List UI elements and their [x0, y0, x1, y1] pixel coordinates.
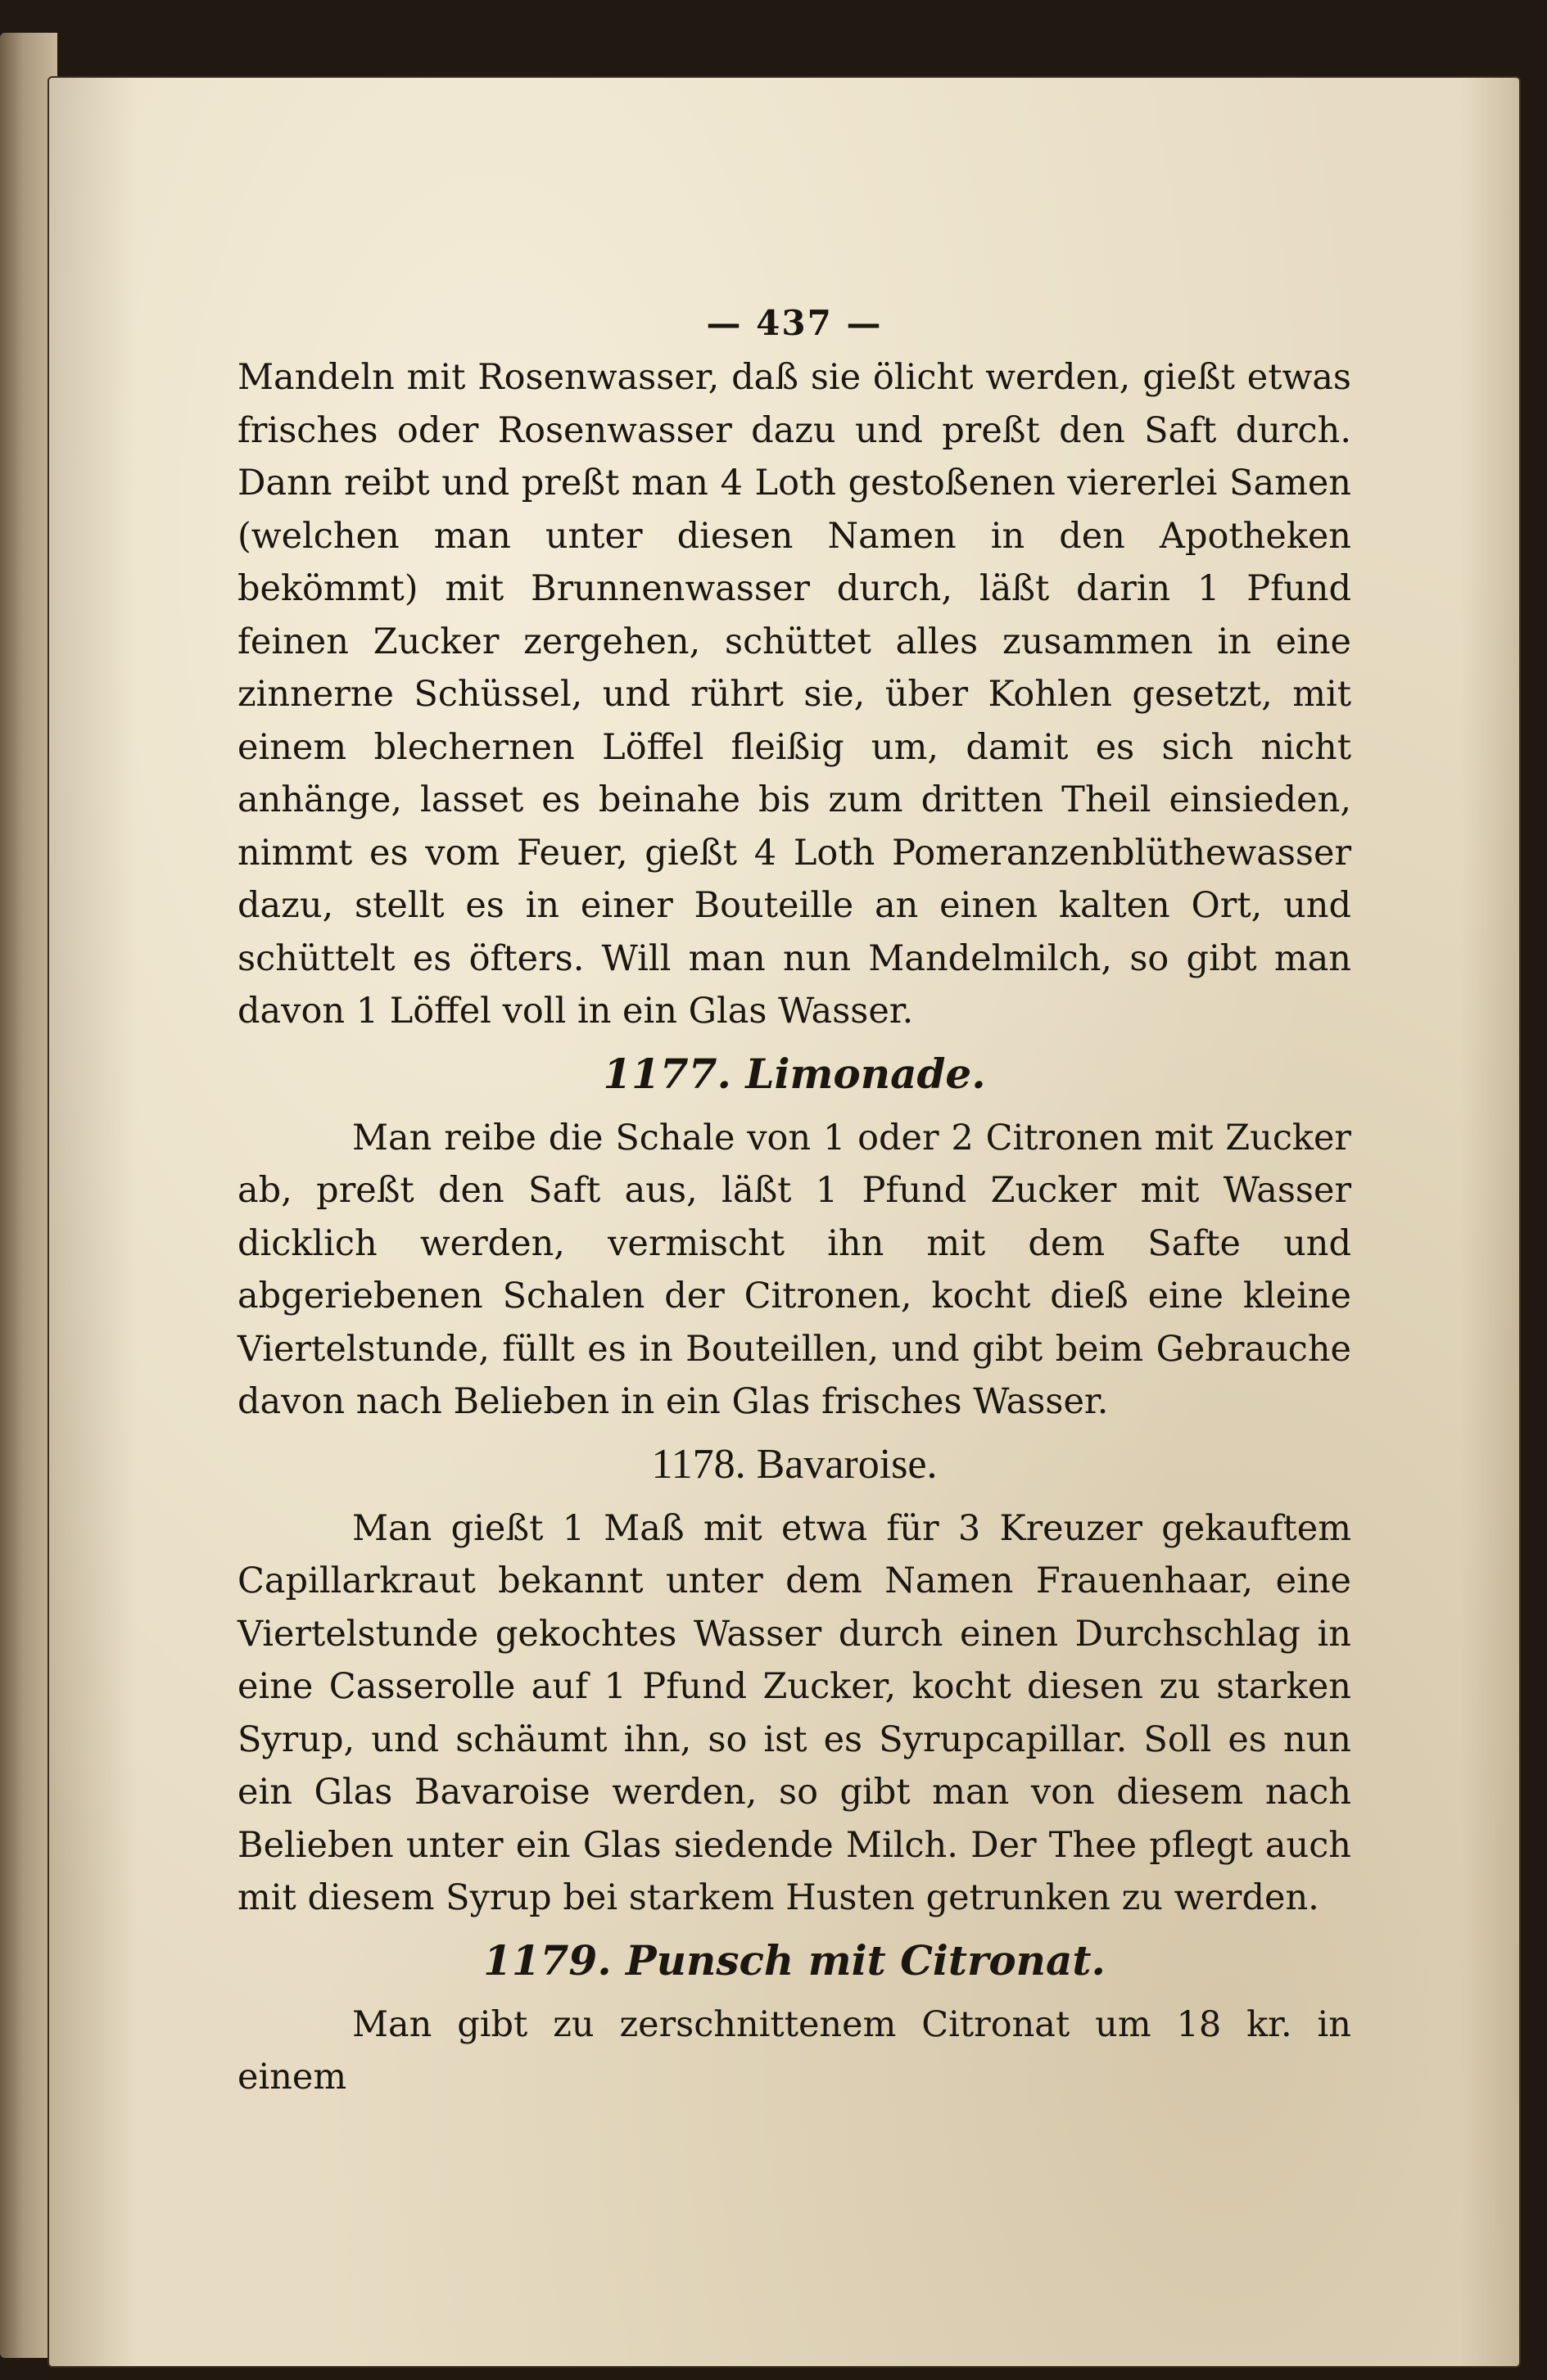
- recipe-heading-punsch: 1179. Punsch mit Citronat.: [483, 1935, 1106, 1985]
- recipe-text-limonade: Man reibe die Schale von 1 oder 2 Citronen mit Zucker ab, preßt den Saft aus, läßt 1 Pfund Zucker mit Wasser dicklich werden, vermischt ihn mit dem Safte und abgeriebenen Schalen der Citronen, kocht dieß eine kleine Viertelstunde, füllt es in Bouteillen, und gibt beim Gebrauche davon nach Belieben in ein Glas frisches Wasser.: [237, 1117, 1351, 1422]
- recipe-heading-bavaroise: 1178. Bavaroise.: [651, 1440, 938, 1488]
- book-page: [49, 78, 1519, 2366]
- intro-paragraph: Mandeln mit Rosenwasser, daß sie ölicht werden, gießt etwas frisches oder Rosenwasser dazu und preßt den Saft durch. Dann reibt und preßt man 4 Loth gestoßenen viererlei Samen (welchen man unter diesen Namen in den Apotheken bekömmt) mit Brunnenwasser durch, läßt darin 1 Pfund feinen Zucker zergehen, schüttet alles zusammen in eine zinnerne Schüssel, und rührt sie, über Kohlen gesetzt, mit einem blechernen Löffel fleißig um, damit es sich nicht anhänge, lasset es beinahe bis zum dritten Theil einsieden, nimmt es vom Feuer, gießt 4 Loth Pomeranzenblüthewasser dazu, stellt es in einer Bouteille an einen kalten Ort, und schüttelt es öfters. Will man nun Mandelmilch, so gibt man davon 1 Löffel voll in ein Glas Wasser.: [237, 357, 1351, 1032]
- recipe-text-bavaroise: Man gießt 1 Maß mit etwa für 3 Kreuzer gekauftem Capillarkraut bekannt unter dem Namen Frauenhaar, eine Viertelstunde gekochtes Wasser durch einen Durchschlag in eine Casserolle auf 1 Pfund Zucker, kocht diesen zu starken Syrup, und schäumt ihn, so ist es Syrupcapillar. Soll es nun ein Glas Bavaroise werden, so gibt man von diesem nach Belieben unter ein Glas siedende Milch. Der Thee pflegt auch mit diesem Syrup bei starkem Husten getrunken zu werden.: [237, 1507, 1351, 1918]
- recipe-text-punsch: Man gibt zu zerschnittenem Citronat um 18 kr. in einem: [237, 2003, 1351, 2098]
- page-text-block: [237, 299, 1351, 2104]
- recipe-heading-limonade: 1177. Limonade.: [603, 1049, 986, 1098]
- page-number: — 437 —: [706, 303, 883, 343]
